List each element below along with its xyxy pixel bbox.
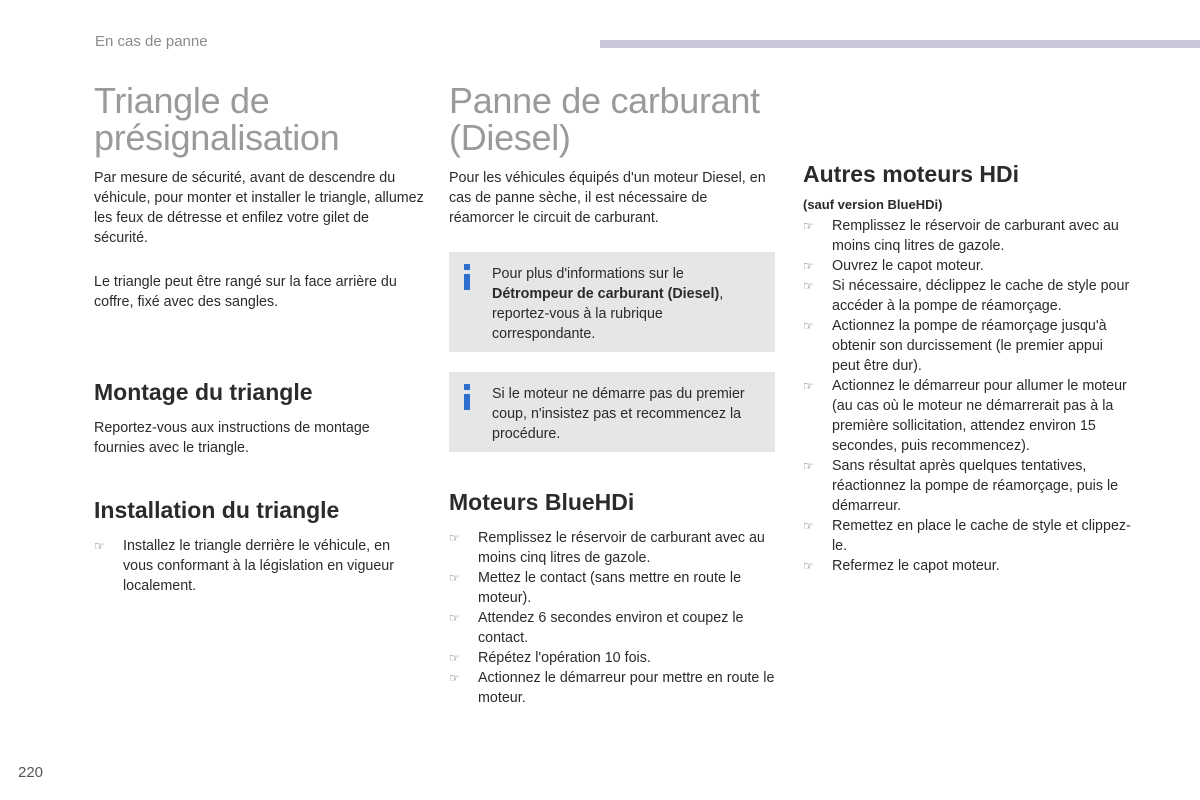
section-header: En cas de panne <box>95 33 208 50</box>
list-item: ☞ Sans résultat après quelques tentatives, réactionnez la pompe de réamorçage, puis le démarreur. <box>803 458 1119 514</box>
fuel-title-line2: (Diesel) <box>449 117 571 158</box>
info1-after: , reportez-vous à la rubrique correspondante. <box>492 286 724 342</box>
bluehdi-list <box>449 528 775 708</box>
bluehdi-heading: Moteurs BlueHDi <box>449 489 635 515</box>
column-other-hdi <box>803 160 1133 576</box>
pointing-hand-icon: ☞ <box>803 459 814 473</box>
pointing-hand-icon: ☞ <box>803 259 814 273</box>
installation-list <box>94 536 424 596</box>
info-box-detrompeur <box>449 252 775 352</box>
triangle-storage: Le triangle peut être rangé sur la face arrière du coffre, fixé avec des sangles. <box>94 274 397 310</box>
list-item: ☞ Actionnez la pompe de réamorçage jusqu'à obtenir son durcissement (le premier appui peut être dur). <box>803 318 1107 374</box>
fuel-title <box>449 82 775 156</box>
pointing-hand-icon: ☞ <box>449 531 460 545</box>
list-item: ☞ Répétez l'opération 10 fois. <box>449 650 651 666</box>
pointing-hand-icon: ☞ <box>803 319 814 333</box>
list-item: ☞ Si nécessaire, déclippez le cache de style pour accéder à la pompe de réamorçage. <box>803 278 1130 314</box>
fuel-title-line1: Panne de carburant <box>449 80 760 121</box>
list-item: ☞ Remplissez le réservoir de carburant avec au moins cinq litres de gazole. <box>449 530 765 566</box>
other-hdi-subtitle: (sauf version BlueHDi) <box>803 197 943 212</box>
info-icon <box>461 264 475 290</box>
triangle-title <box>94 82 424 156</box>
list-item: ☞ Mettez le contact (sans mettre en route le moteur). <box>449 570 742 606</box>
info1-before: Pour plus d'informations sur le <box>492 266 684 282</box>
list-item: ☞ Ouvrez le capot moteur. <box>803 258 984 274</box>
pointing-hand-icon: ☞ <box>803 219 814 233</box>
other-hdi-heading: Autres moteurs HDi <box>803 161 1019 187</box>
pointing-hand-icon: ☞ <box>94 539 105 553</box>
pointing-hand-icon: ☞ <box>449 651 460 665</box>
montage-heading: Montage du triangle <box>94 379 313 405</box>
list-item: ☞ Actionnez le démarreur pour mettre en route le moteur. <box>449 670 775 706</box>
pointing-hand-icon: ☞ <box>803 559 814 573</box>
pointing-hand-icon: ☞ <box>449 671 460 685</box>
page-number: 220 <box>18 764 44 781</box>
list-item: ☞ Installez le triangle derrière le véhicule, en vous conformant à la législation en vigueur localement. <box>94 538 395 594</box>
triangle-title-line2: présignalisation <box>94 117 340 158</box>
triangle-title-line1: Triangle de <box>94 80 270 121</box>
pointing-hand-icon: ☞ <box>449 571 460 585</box>
list-item: ☞ Remplissez le réservoir de carburant avec au moins cinq litres de gazole. <box>803 218 1119 254</box>
info-icon <box>461 384 475 410</box>
column-fuel <box>449 82 775 708</box>
triangle-intro: Par mesure de sécurité, avant de descendre du véhicule, pour monter et installer le triangle, allumez les feux de détresse et enfilez votre gilet de sécurité. <box>94 170 424 246</box>
info1-bold: Détrompeur de carburant (Diesel) <box>492 286 720 302</box>
list-item: ☞ Remettez en place le cache de style et clippez-le. <box>803 518 1131 554</box>
installation-heading: Installation du triangle <box>94 497 340 523</box>
other-hdi-list <box>803 216 1133 576</box>
pointing-hand-icon: ☞ <box>803 279 814 293</box>
column-triangle <box>94 82 424 596</box>
header-accent-bar <box>600 40 1200 48</box>
fuel-intro: Pour les véhicules équipés d'un moteur Diesel, en cas de panne sèche, il est nécessaire de réamorcer le circuit de carburant. <box>449 170 766 226</box>
list-item: ☞ Attendez 6 secondes environ et coupez le contact. <box>449 610 744 646</box>
list-item: ☞ Refermez le capot moteur. <box>803 558 1000 574</box>
info-box-restart <box>449 372 775 452</box>
list-item: ☞ Actionnez le démarreur pour allumer le moteur (au cas où le moteur ne démarrerait pas à la première sollicitation, attendez environ 15 secondes, puis recommencez). <box>803 378 1127 454</box>
info2-text: Si le moteur ne démarre pas du premier coup, n'insistez pas et recommencez la procédure. <box>492 386 745 442</box>
pointing-hand-icon: ☞ <box>449 611 460 625</box>
pointing-hand-icon: ☞ <box>803 519 814 533</box>
pointing-hand-icon: ☞ <box>803 379 814 393</box>
montage-text: Reportez-vous aux instructions de montage fournies avec le triangle. <box>94 420 370 456</box>
